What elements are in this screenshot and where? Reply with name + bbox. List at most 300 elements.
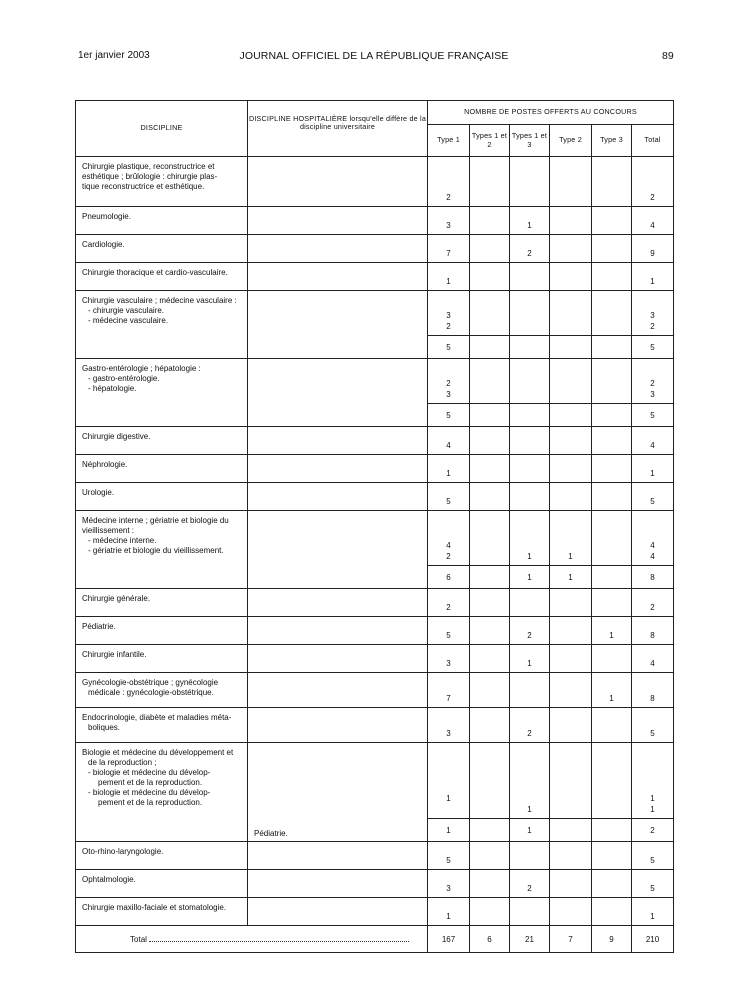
total-label-cell — [76, 926, 428, 953]
hospitaliere-cell — [248, 708, 428, 743]
value-cell-t12 — [470, 359, 510, 404]
discipline-line: - chirurgie vasculaire. — [88, 306, 165, 315]
table-row — [76, 617, 674, 645]
table-row — [76, 898, 674, 926]
value: 2 — [446, 193, 451, 202]
value-cell-t2 — [550, 708, 592, 743]
value: 1 — [650, 469, 655, 478]
subtotal-cell-t13: 1 — [510, 819, 550, 842]
value-cell-t2 — [550, 743, 592, 819]
value-cell-t2 — [550, 842, 592, 870]
value: 1 — [650, 805, 655, 814]
value: 1 — [650, 277, 655, 286]
header-discipline-hospitaliere: DISCIPLINE HOSPITALIÈRE lorsqu'elle diffère de la discipline universitaire — [248, 101, 428, 157]
discipline-line: Chirurgie maxillo-faciale et stomatologie. — [82, 903, 227, 912]
value-cell-t12 — [470, 842, 510, 870]
value-cell-t12 — [470, 263, 510, 291]
hospitaliere-cell — [248, 359, 428, 427]
value-cell-t13 — [510, 898, 550, 926]
value: 3 — [650, 390, 655, 399]
value-cell-tot — [632, 842, 674, 870]
value: 2 — [446, 379, 451, 388]
value-cell-t2 — [550, 645, 592, 673]
discipline-line: pement et de la reproduction. — [98, 798, 203, 807]
value-cell-t1 — [428, 589, 470, 617]
value-cell-t2 — [550, 291, 592, 336]
value: 1 — [446, 912, 451, 921]
value — [428, 804, 469, 815]
hospitaliere-cell — [248, 427, 428, 455]
value: 1 — [609, 631, 614, 640]
discipline-line: tique reconstructrice et esthétique. — [82, 182, 205, 191]
value-cell-t12 — [470, 589, 510, 617]
value: 8 — [650, 694, 655, 703]
value: 7 — [446, 249, 451, 258]
table-row — [76, 743, 674, 819]
discipline-line: de la reproduction ; — [88, 758, 157, 767]
value: 5 — [446, 631, 451, 640]
value: 1 — [527, 552, 532, 561]
total-cell-tot: 210 — [632, 926, 674, 953]
discipline-line: Néphrologie. — [82, 460, 128, 469]
value — [550, 540, 591, 551]
value-cell-tot — [632, 511, 674, 566]
value: 5 — [650, 729, 655, 738]
value-cell-t1 — [428, 842, 470, 870]
subtotal-cell-t12 — [470, 336, 510, 359]
value: 3 — [446, 884, 451, 893]
value-cell-tot — [632, 291, 674, 336]
discipline-line: Chirurgie thoracique et cardio-vasculaire. — [82, 268, 228, 277]
journal-title: JOURNAL OFFICIEL DE LA RÉPUBLIQUE FRANÇAISE — [239, 50, 509, 62]
value: 2 — [527, 249, 532, 258]
discipline-line: Chirurgie plastique, reconstructrice et — [82, 162, 215, 171]
subtotal-cell-t2 — [550, 819, 592, 842]
header-type-2: Type 2 — [550, 125, 592, 157]
value: 2 — [650, 193, 655, 202]
discipline-cell — [76, 207, 248, 235]
value-cell-t12 — [470, 743, 510, 819]
header-total: Total — [632, 125, 674, 157]
discipline-line: Chirurgie générale. — [82, 594, 151, 603]
header-types-1-2: Types 1 et 2 — [470, 125, 510, 157]
value-cell-t2 — [550, 359, 592, 404]
table-row — [76, 455, 674, 483]
subtotal-cell-t12 — [470, 819, 510, 842]
value-cell-tot — [632, 359, 674, 404]
subtotal-cell-tot: 5 — [632, 336, 674, 359]
value-cell-t13 — [510, 235, 550, 263]
value: 8 — [650, 631, 655, 640]
value-cell-t3 — [592, 898, 632, 926]
discipline-line: Biologie et médecine du développement et — [82, 748, 234, 757]
header-date: 1er janvier 2003 — [78, 50, 150, 61]
discipline-line: - médecine interne. — [88, 536, 157, 545]
value-cell-t1 — [428, 483, 470, 511]
value-cell-tot — [632, 235, 674, 263]
value-cell-t1 — [428, 898, 470, 926]
discipline-cell — [76, 157, 248, 207]
value: 1 — [446, 469, 451, 478]
hospitaliere-cell — [248, 743, 428, 842]
value-cell-t12 — [470, 708, 510, 743]
discipline-cell — [76, 263, 248, 291]
hospitaliere-text: Pédiatrie. — [254, 829, 288, 838]
value-cell-t13 — [510, 511, 550, 566]
value-cell-t12 — [470, 617, 510, 645]
subtotal-cell-tot: 8 — [632, 566, 674, 589]
discipline-line: Oto-rhino-laryngologie. — [82, 847, 164, 856]
value-cell-t12 — [470, 207, 510, 235]
table-row — [76, 291, 674, 336]
value-cell-t3 — [592, 673, 632, 708]
value: 4 — [650, 552, 655, 561]
value-cell-t3 — [592, 291, 632, 336]
value: 3 — [446, 221, 451, 230]
value: 7 — [446, 694, 451, 703]
discipline-line: - gériatrie et biologie du vieillissement. — [88, 546, 224, 555]
discipline-cell — [76, 589, 248, 617]
hospitaliere-cell — [248, 645, 428, 673]
discipline-line: Ophtalmologie. — [82, 875, 136, 884]
value: 1 — [527, 805, 532, 814]
table-row — [76, 708, 674, 743]
subtotal-cell-tot: 2 — [632, 819, 674, 842]
value-cell-tot — [632, 870, 674, 898]
value: 2 — [527, 884, 532, 893]
value: 3 — [446, 659, 451, 668]
value: 2 — [527, 631, 532, 640]
hospitaliere-cell — [248, 483, 428, 511]
value-cell-t3 — [592, 263, 632, 291]
value: 5 — [446, 497, 451, 506]
total-label: Total — [130, 934, 147, 944]
subtotal-cell-t2: 1 — [550, 566, 592, 589]
subtotal-cell-t1: 1 — [428, 819, 470, 842]
value-cell-t3 — [592, 645, 632, 673]
value-cell-t12 — [470, 235, 510, 263]
hospitaliere-cell — [248, 455, 428, 483]
table-row — [76, 842, 674, 870]
value-cell-t2 — [550, 589, 592, 617]
value-cell-t2 — [550, 455, 592, 483]
value: 4 — [650, 221, 655, 230]
value-cell-t12 — [470, 427, 510, 455]
discipline-cell — [76, 455, 248, 483]
value-cell-t1 — [428, 743, 470, 819]
value: 5 — [446, 856, 451, 865]
value: 5 — [650, 884, 655, 893]
value-cell-t2 — [550, 898, 592, 926]
value-cell-t13 — [510, 708, 550, 743]
discipline-line: médicale : gynécologie-obstétrique. — [88, 688, 214, 697]
discipline-cell — [76, 743, 248, 842]
discipline-cell — [76, 483, 248, 511]
value: 3 — [650, 311, 655, 320]
value-cell-t12 — [470, 673, 510, 708]
value-cell-t13 — [510, 483, 550, 511]
subtotal-cell-t13 — [510, 404, 550, 427]
discipline-line: boliques. — [88, 723, 121, 732]
dot-leader — [149, 941, 409, 942]
value-cell-t1 — [428, 291, 470, 336]
value-cell-t3 — [592, 157, 632, 207]
value-cell-tot — [632, 589, 674, 617]
value-cell-t12 — [470, 511, 510, 566]
hospitaliere-cell — [248, 263, 428, 291]
value-cell-t12 — [470, 870, 510, 898]
discipline-line: - biologie et médecine du dévelop- — [88, 768, 211, 777]
discipline-line: Médecine interne ; gériatrie et biologie du — [82, 516, 229, 525]
subtotal-cell-t1: 5 — [428, 404, 470, 427]
value-cell-t2 — [550, 617, 592, 645]
value-cell-t3 — [592, 708, 632, 743]
value-cell-t12 — [470, 157, 510, 207]
value: 9 — [650, 249, 655, 258]
value-cell-t3 — [592, 870, 632, 898]
value-cell-t13 — [510, 617, 550, 645]
discipline-cell — [76, 617, 248, 645]
subtotal-cell-t13: 1 — [510, 566, 550, 589]
discipline-cell — [76, 427, 248, 455]
value: 4 — [650, 659, 655, 668]
discipline-cell — [76, 291, 248, 359]
value: 4 — [446, 541, 451, 550]
discipline-line: Urologie. — [82, 488, 115, 497]
hospitaliere-cell — [248, 589, 428, 617]
header-type-3: Type 3 — [592, 125, 632, 157]
page-number: 89 — [662, 50, 674, 62]
total-cell-t1: 167 — [428, 926, 470, 953]
value-cell-t1 — [428, 673, 470, 708]
discipline-line: vieillissement : — [82, 526, 135, 535]
discipline-line: Gynécologie-obstétrique ; gynécologie — [82, 678, 219, 687]
table-row — [76, 427, 674, 455]
discipline-cell — [76, 673, 248, 708]
value-cell-tot — [632, 483, 674, 511]
table-row — [76, 589, 674, 617]
value: 2 — [650, 322, 655, 331]
table-row — [76, 673, 674, 708]
total-cell-t2: 7 — [550, 926, 592, 953]
value: 1 — [527, 659, 532, 668]
value-cell-t1 — [428, 617, 470, 645]
value-cell-t13 — [510, 645, 550, 673]
value-cell-tot — [632, 673, 674, 708]
table-row — [76, 483, 674, 511]
subtotal-cell-t13 — [510, 336, 550, 359]
discipline-line: - médecine vasculaire. — [88, 316, 169, 325]
subtotal-cell-t2 — [550, 404, 592, 427]
total-cell-t12: 6 — [470, 926, 510, 953]
value: 2 — [446, 552, 451, 561]
value: 4 — [650, 441, 655, 450]
hospitaliere-cell — [248, 235, 428, 263]
subtotal-cell-t3 — [592, 819, 632, 842]
value-cell-t1 — [428, 511, 470, 566]
value-cell-tot — [632, 207, 674, 235]
discipline-line: - biologie et médecine du dévelop- — [88, 788, 211, 797]
value-cell-t1 — [428, 455, 470, 483]
table-row — [76, 207, 674, 235]
table-row — [76, 870, 674, 898]
value-cell-t13 — [510, 743, 550, 819]
discipline-cell — [76, 708, 248, 743]
value-cell-t1 — [428, 157, 470, 207]
subtotal-cell-t1: 6 — [428, 566, 470, 589]
discipline-line: - hépatologie. — [88, 384, 137, 393]
value — [510, 793, 549, 804]
value-cell-t2 — [550, 483, 592, 511]
value: 5 — [650, 497, 655, 506]
value-cell-t13 — [510, 359, 550, 404]
value-cell-t2 — [550, 427, 592, 455]
value-cell-t2 — [550, 235, 592, 263]
subtotal-cell-t3 — [592, 336, 632, 359]
value: 4 — [446, 441, 451, 450]
discipline-line: Endocrinologie, diabète et maladies méta- — [82, 713, 232, 722]
table-row — [76, 645, 674, 673]
value: 1 — [527, 221, 532, 230]
value: 3 — [446, 390, 451, 399]
value-cell-t13 — [510, 870, 550, 898]
discipline-line: Gastro-entérologie ; hépatologie : — [82, 364, 201, 373]
hospitaliere-cell — [248, 511, 428, 589]
value-cell-t13 — [510, 673, 550, 708]
discipline-line: esthétique ; brûlologie : chirurgie plas- — [82, 172, 218, 181]
value-cell-t13 — [510, 589, 550, 617]
value-cell-t1 — [428, 263, 470, 291]
value-cell-t1 — [428, 708, 470, 743]
value-cell-t3 — [592, 427, 632, 455]
value-cell-tot — [632, 645, 674, 673]
discipline-line: Pédiatrie. — [82, 622, 116, 631]
discipline-cell — [76, 359, 248, 427]
table-body — [76, 157, 674, 953]
value: 1 — [609, 694, 614, 703]
value-cell-t2 — [550, 263, 592, 291]
value-cell-t12 — [470, 645, 510, 673]
value-cell-tot — [632, 427, 674, 455]
hospitaliere-cell — [248, 870, 428, 898]
header-nombre-postes: NOMBRE DE POSTES OFFERTS AU CONCOURS — [428, 101, 674, 125]
postes-table — [75, 100, 674, 953]
value-cell-t12 — [470, 455, 510, 483]
value-cell-t3 — [592, 743, 632, 819]
subtotal-cell-tot: 5 — [632, 404, 674, 427]
value-cell-t3 — [592, 235, 632, 263]
value: 1 — [650, 794, 655, 803]
subtotal-cell-t12 — [470, 566, 510, 589]
header-types-1-3: Types 1 et 3 — [510, 125, 550, 157]
value-cell-tot — [632, 157, 674, 207]
hospitaliere-cell — [248, 617, 428, 645]
value: 2 — [446, 322, 451, 331]
value-cell-t2 — [550, 157, 592, 207]
discipline-cell — [76, 842, 248, 870]
header-discipline: DISCIPLINE — [76, 101, 248, 157]
value — [510, 540, 549, 551]
value-cell-t1 — [428, 870, 470, 898]
hospitaliere-cell — [248, 898, 428, 926]
value-cell-tot — [632, 743, 674, 819]
discipline-line: Chirurgie infantile. — [82, 650, 147, 659]
value-cell-t13 — [510, 427, 550, 455]
value: 1 — [650, 912, 655, 921]
value-cell-t2 — [550, 207, 592, 235]
discipline-line: Pneumologie. — [82, 212, 131, 221]
total-row — [76, 926, 674, 953]
value-cell-tot — [632, 898, 674, 926]
discipline-cell — [76, 235, 248, 263]
subtotal-cell-t1: 5 — [428, 336, 470, 359]
value: 5 — [650, 856, 655, 865]
table-row — [76, 263, 674, 291]
value-cell-t13 — [510, 842, 550, 870]
value-cell-t3 — [592, 617, 632, 645]
subtotal-cell-t2 — [550, 336, 592, 359]
table-row — [76, 511, 674, 566]
hospitaliere-cell — [248, 157, 428, 207]
value: 1 — [446, 277, 451, 286]
hospitaliere-cell — [248, 291, 428, 359]
value-cell-t3 — [592, 842, 632, 870]
total-cell-t3: 9 — [592, 926, 632, 953]
value-cell-t3 — [592, 511, 632, 566]
value-cell-tot — [632, 617, 674, 645]
value-cell-t1 — [428, 207, 470, 235]
value-cell-t3 — [592, 455, 632, 483]
value-cell-t12 — [470, 483, 510, 511]
hospitaliere-cell — [248, 207, 428, 235]
discipline-cell — [76, 645, 248, 673]
discipline-line: pement et de la reproduction. — [98, 778, 203, 787]
value-cell-t3 — [592, 207, 632, 235]
value: 1 — [568, 552, 573, 561]
discipline-cell — [76, 898, 248, 926]
value-cell-t2 — [550, 870, 592, 898]
value-cell-tot — [632, 708, 674, 743]
value: 3 — [446, 729, 451, 738]
value: 4 — [650, 541, 655, 550]
value-cell-t13 — [510, 207, 550, 235]
value-cell-t1 — [428, 359, 470, 404]
subtotal-cell-t12 — [470, 404, 510, 427]
value-cell-t13 — [510, 263, 550, 291]
header-type-1: Type 1 — [428, 125, 470, 157]
table-row — [76, 359, 674, 404]
value-cell-t12 — [470, 291, 510, 336]
value-cell-t1 — [428, 235, 470, 263]
value-cell-t12 — [470, 898, 510, 926]
value-cell-t1 — [428, 427, 470, 455]
value-cell-t2 — [550, 511, 592, 566]
subtotal-cell-t3 — [592, 404, 632, 427]
value-cell-t3 — [592, 589, 632, 617]
value-cell-t3 — [592, 359, 632, 404]
discipline-line: Chirurgie digestive. — [82, 432, 151, 441]
discipline-line: Cardiologie. — [82, 240, 125, 249]
table-row — [76, 157, 674, 207]
value-cell-t1 — [428, 645, 470, 673]
total-cell-t13: 21 — [510, 926, 550, 953]
value: 2 — [650, 603, 655, 612]
hospitaliere-cell — [248, 673, 428, 708]
discipline-cell — [76, 511, 248, 589]
table-row — [76, 235, 674, 263]
value-cell-t3 — [592, 483, 632, 511]
value: 2 — [650, 379, 655, 388]
